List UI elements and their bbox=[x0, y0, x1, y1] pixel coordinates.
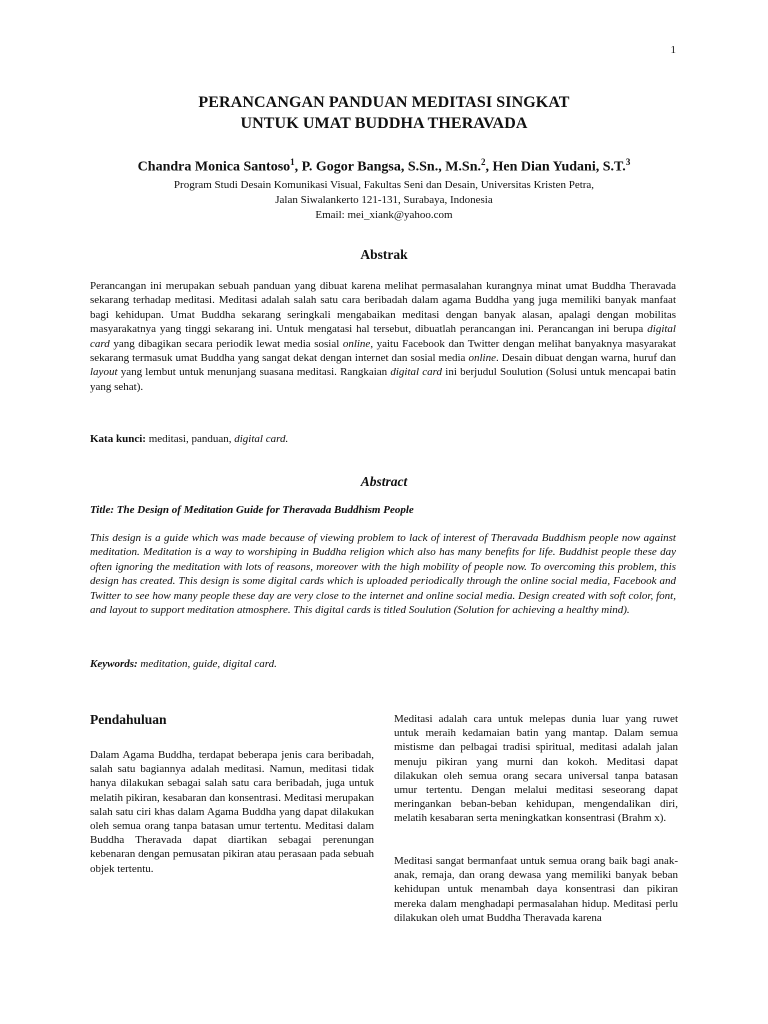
abstrak-text-6: ini berjudul Soulution (Solusi untuk mencapai batin yang sehat). bbox=[90, 366, 676, 393]
abstrak-italic-3: online bbox=[468, 352, 496, 365]
keywords bbox=[90, 657, 676, 671]
abstrak-italic-5: digital card bbox=[390, 366, 443, 379]
affiliation-email: Email: mei_xiank@yahoo.com bbox=[315, 209, 453, 221]
abstrak-text-3: , yaitu Facebook dan Twitter dengan melihat banyaknya masyarakat sekarang termasuk umat Buddha yang sangat dekat dengan internet dan sosial media bbox=[90, 337, 676, 365]
paper-title bbox=[0, 92, 768, 134]
affiliation bbox=[0, 178, 768, 223]
abstrak-text-5: yang lembut untuk menunjang suasana meditasi. Rangkaian bbox=[117, 366, 391, 379]
abstract-body: This design is a guide which was made because of viewing problem to lack of interest of Theravada Buddhism people now against meditation. Meditation is a way to worshiping in Buddha religion which also has many benefits for life. Buddhist people these day often ignoring the meditation with lots of reasons, moreover with the high mobility of people now. To overcoming this problem, this design has created. This design is some digital cards which is uploaded periodically through the online social media, Facebook and Twitter to see how many people these day are very close to the internet and online social media. Design created with soft color, font, and layout to support meditation atmosphere. This digital cards is titled Soulution (Solution for achieving a healthy mind). bbox=[90, 532, 676, 617]
abstrak-text-2: yang dibagikan secara periodik lewat media sosial bbox=[109, 337, 343, 350]
title-line-1: PERANCANGAN PANDUAN MEDITASI SINGKAT bbox=[198, 94, 570, 111]
pendahuluan-right-paragraph-1: Meditasi adalah cara untuk melepas dunia luar yang ruwet untuk meraih kedamaian batin yang mantap. Dalam semua mistisme dan pelbagai tradisi spiritual, meditasi adalah jalan menuju pikiran yang murni dan kokoh. Meditasi dapat dilakukan oleh semua orang secara universal tanpa batasan umur tertentu. Dengan melalui meditasi seseorang dapat meringankan beban-beban kehidupan, mengendalikan diri, melatih kesabaran serta meningkatkan konsentrasi (Brahm x). bbox=[394, 713, 678, 825]
abstrak-italic-1: digital card bbox=[90, 323, 676, 350]
affiliation-line-2: Jalan Siwalankerto 121-131, Surabaya, Indonesia bbox=[275, 194, 493, 206]
pendahuluan-left-paragraph: Dalam Agama Buddha, terdapat beberapa jenis cara beribadah, salah satu bagiannya adalah meditasi. Namun, meditasi tidak hanya dilakukan sebagai salah satu cara beribadah, juga untuk melatih pikiran, kesabaran dan konsentrasi. Meditasi merupakan salah satu ciri khas dalam Agama Buddha yang dapat dilakukan oleh semua orang tanpa batasan umur tertentu. Meditasi dalam Buddha Theravada dapat diartikan sebagai perenungan kebenaran dengan pemusatan pikiran atau perasaan pada sebuah objek tertentu. bbox=[90, 749, 374, 875]
abstrak-text-4: . Desain dibuat dengan warna, huruf dan bbox=[495, 352, 677, 365]
abstrak-italic-4: layout bbox=[90, 366, 118, 379]
kata-kunci-text: meditasi, panduan, bbox=[145, 433, 235, 445]
kata-kunci bbox=[90, 432, 676, 446]
author-3: , Hen Dian Yudani, S.T. bbox=[485, 159, 626, 175]
kata-kunci-label: Kata kunci: bbox=[90, 433, 146, 445]
pendahuluan-heading: Pendahuluan bbox=[90, 712, 167, 727]
english-title: Title: The Design of Meditation Guide for Theravada Buddhism People bbox=[90, 504, 414, 516]
author-list bbox=[0, 157, 768, 176]
abstrak-italic-2: online bbox=[342, 337, 371, 350]
author-2: , P. Gogor Bangsa, S.Sn., M.Sn. bbox=[294, 159, 481, 175]
pendahuluan-right-paragraph-2: Meditasi sangat bermanfaat untuk semua orang baik bagi anak-anak, remaja, dan orang dewasa yang memiliki banyak beban kehidupan untuk menambah daya konsentrasi dan pikiran mereka dalam menghadapi permasalahan hidup. Meditasi perlu dilakukan oleh umat Buddha Theravada karena bbox=[394, 855, 678, 924]
keywords-text: meditation, guide, digital card. bbox=[137, 658, 277, 670]
abstrak-heading: Abstrak bbox=[360, 247, 408, 262]
title-line-2: UNTUK UMAT BUDDHA THERAVADA bbox=[240, 115, 528, 132]
kata-kunci-italic: digital card. bbox=[234, 433, 289, 445]
abstrak-text-1: Perancangan ini merupakan sebuah panduan yang dibuat karena melihat permasalahan kurangnya minat umat Buddha Theravada sekarang terhadap meditasi. Meditasi adalah salah satu cara beribadah dalam agama Buddha yang juga memiliki banyak manfaat bagi kehidupan. Umat Buddha sekarang seringkali mengabaikan meditasi dengan banyak alasan, apalagi dengan mobilitas masyarakatnya yang tinggi sekarang ini. Untuk mengatasi hal tersebut, dibuatlah perancangan ini. Perancangan ini berupa bbox=[90, 280, 676, 336]
page-number: 1 bbox=[670, 44, 676, 56]
abstrak-body bbox=[90, 279, 676, 394]
author-3-sup: 3 bbox=[625, 157, 631, 167]
author-2-sup: 2 bbox=[480, 157, 486, 167]
author-1-sup: 1 bbox=[290, 157, 295, 167]
keywords-label: Keywords: bbox=[90, 658, 138, 670]
abstract-heading: Abstract bbox=[360, 474, 408, 489]
author-1: Chandra Monica Santoso bbox=[137, 159, 291, 175]
affiliation-line-1: Program Studi Desain Komunikasi Visual, Fakultas Seni dan Desain, Universitas Kristen Petra, bbox=[173, 179, 595, 191]
